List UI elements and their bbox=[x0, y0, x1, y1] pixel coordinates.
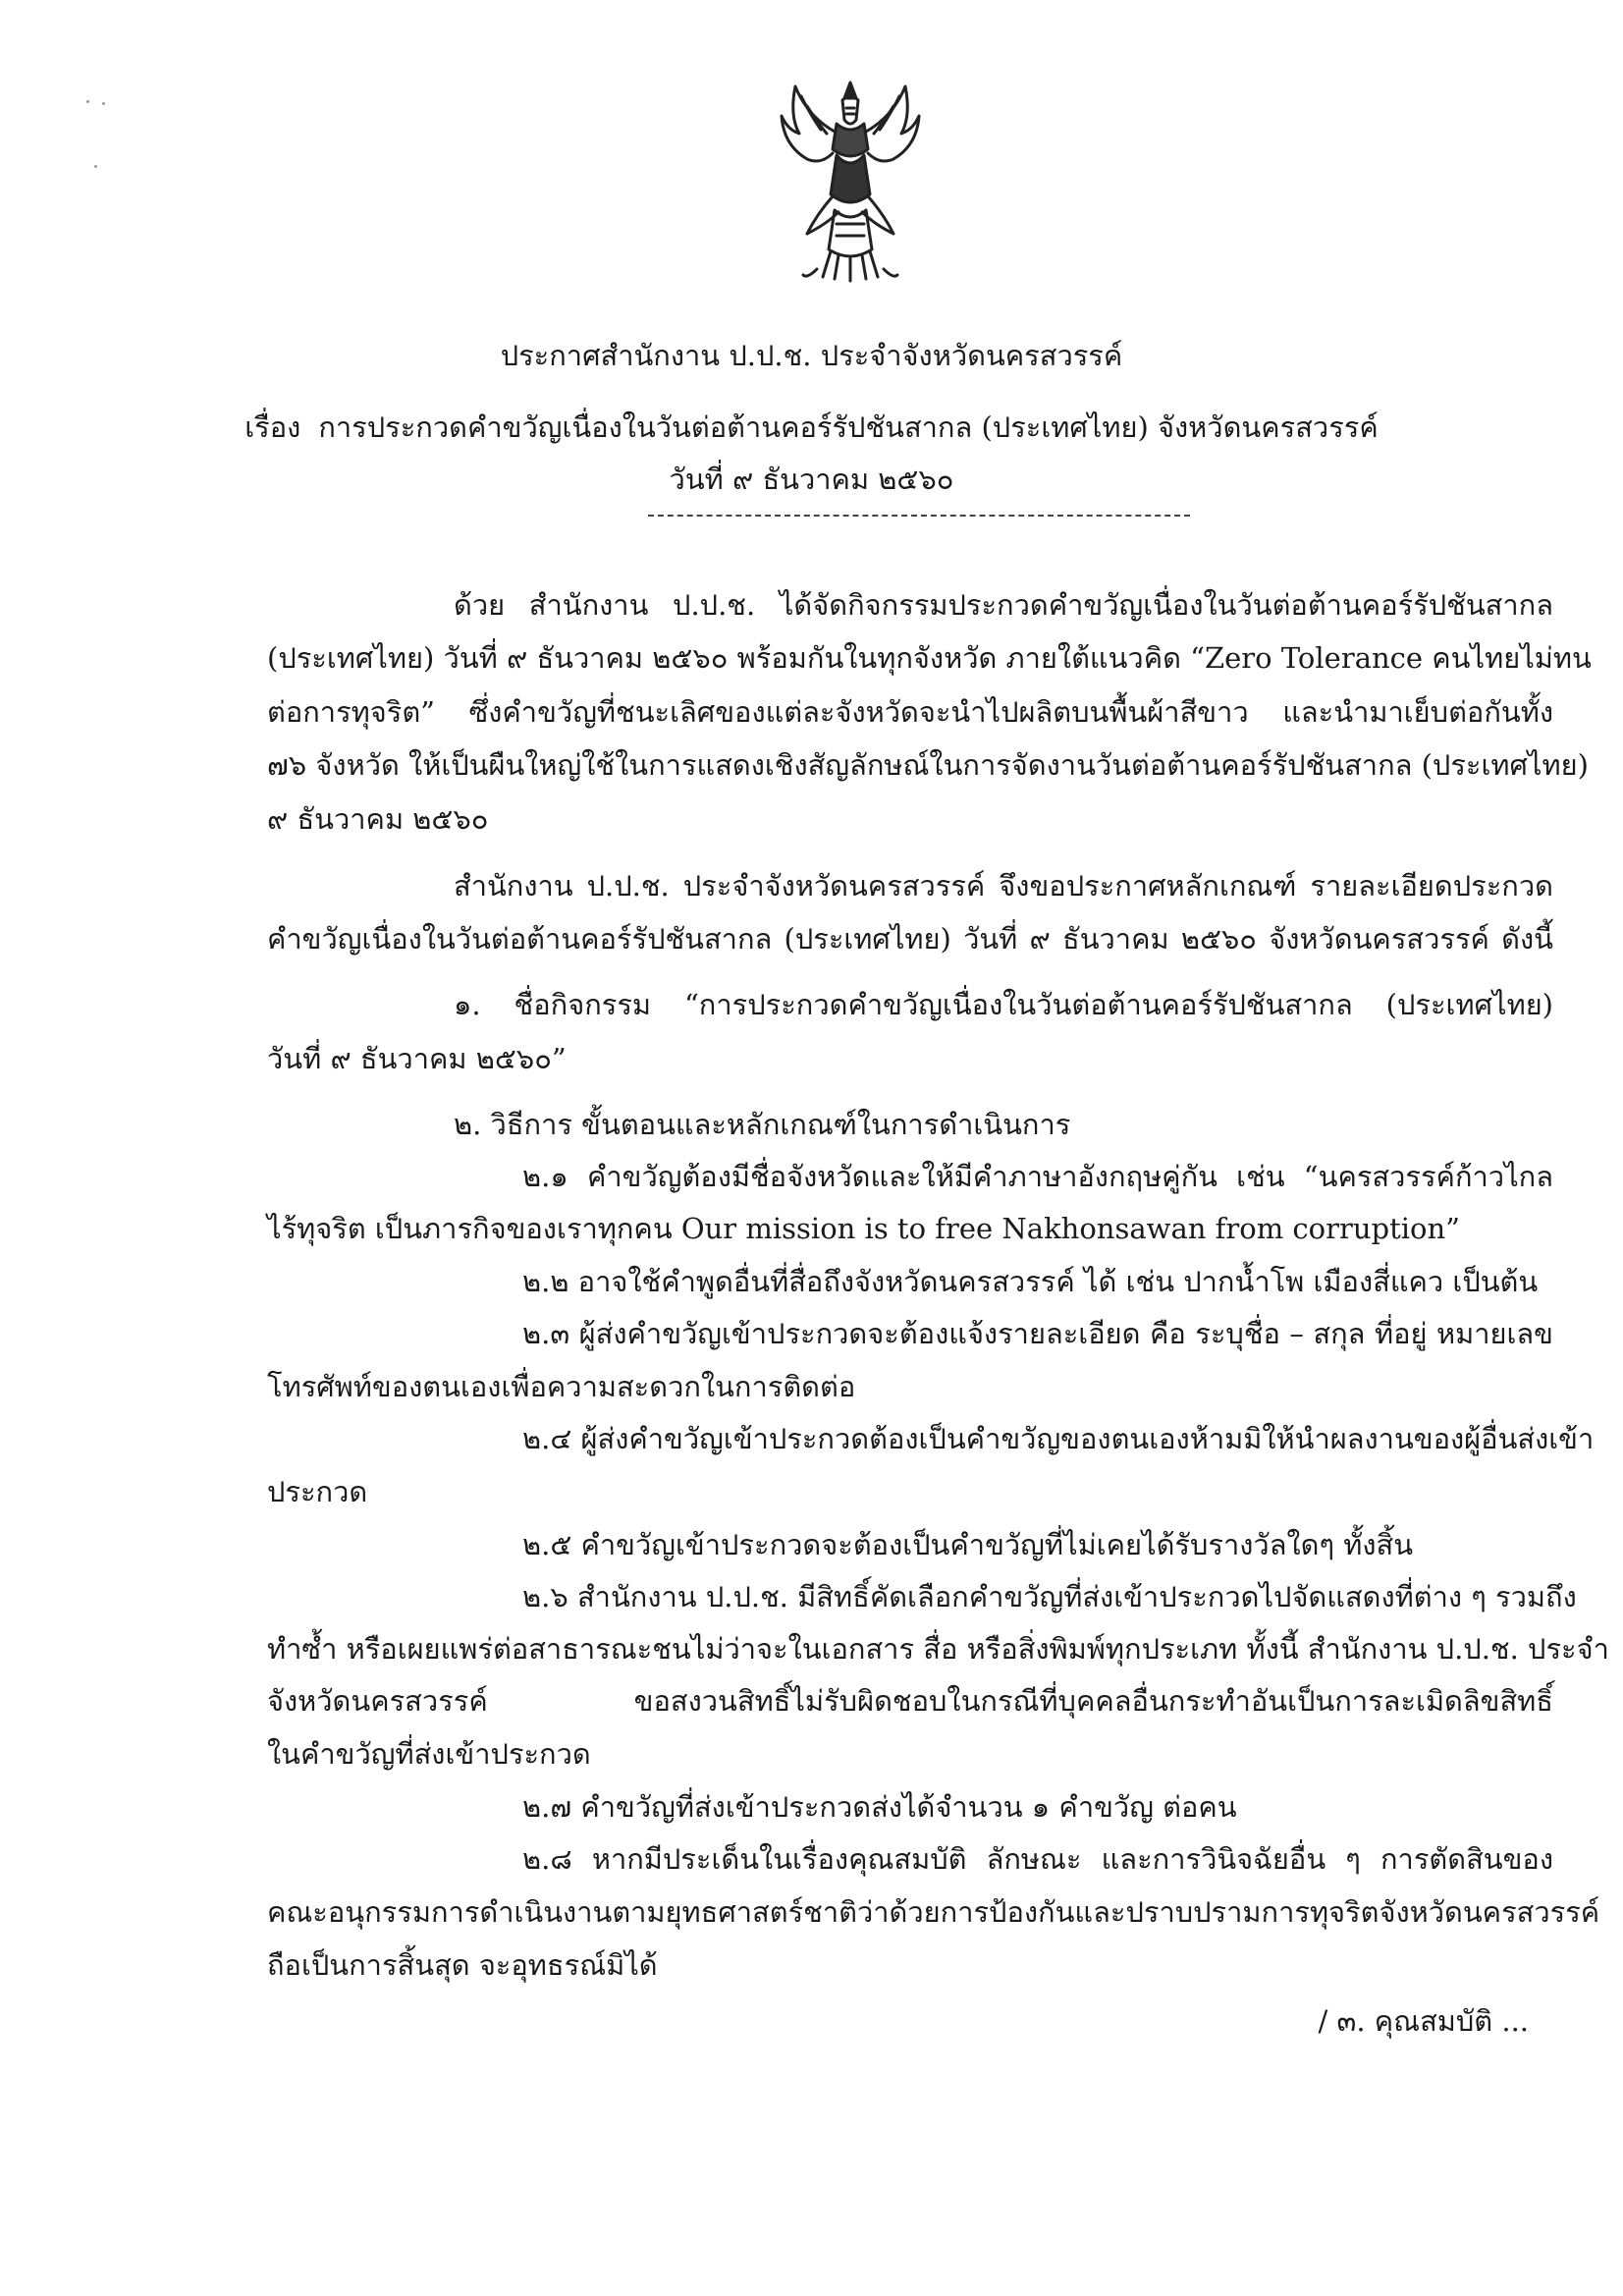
scan-speck bbox=[102, 102, 105, 105]
body-line: ทำซ้ำ หรือเผยแพร่ต่อสาธารณะชนไม่ว่าจะในเอกสาร สื่อ หรือสิ่งพิมพ์ทุกประเภท ทั้งนี้ สำนักงาน ป.ป.ช. ประจำ bbox=[267, 1632, 1609, 1666]
scan-speck bbox=[86, 100, 89, 103]
scan-speck bbox=[94, 165, 97, 168]
clause-2-5: ๒.๕ คำขวัญเข้าประกวดจะต้องเป็นคำขวัญที่ไม่เคยได้รับรางวัลใดๆ ทั้งสิ้น bbox=[522, 1528, 1414, 1561]
clause-2-6: ๒.๖ สำนักงาน ป.ป.ช. มีสิทธิ์คัดเลือกคำขวัญที่ส่งเข้าประกวดไปจัดแสดงที่ต่าง ๆ รวมถึง bbox=[522, 1580, 1577, 1613]
body-line: ประกวด bbox=[267, 1475, 368, 1508]
clause-2-7: ๒.๗ คำขวัญที่ส่งเข้าประกวดส่งได้จำนวน ๑ คำขวัญ ต่อคน bbox=[522, 1790, 1237, 1824]
body-line: สำนักงาน ป.ป.ช. ประจำจังหวัดนครสวรรค์ จึงขอประกาศหลักเกณฑ์ รายละเอียดประกวด bbox=[454, 869, 1553, 902]
continuation-note: / ๓. คุณสมบัติ ... bbox=[1318, 2004, 1529, 2038]
clause-2-1: ๒.๑ คำขวัญต้องมีชื่อจังหวัดและให้มีคำภาษาอังกฤษคู่กัน เช่น “นครสวรรค์ก้าวไกล bbox=[522, 1160, 1553, 1193]
subject-text: การประกวดคำขวัญเนื่องในวันต่อต้านคอร์รัปชันสากล (ประเทศไทย) จังหวัดนครสวรรค์ bbox=[318, 410, 1379, 444]
body-line: ด้วย สำนักงาน ป.ป.ช. ได้จัดกิจกรรมประกวดคำขวัญเนื่องในวันต่อต้านคอร์รัปชันสากล bbox=[454, 588, 1553, 622]
body-line: (ประเทศไทย) วันที่ ๙ ธันวาคม ๒๕๖๐ พร้อมกันในทุกจังหวัด ภายใต้แนวคิด “Zero Tolerance คนไทยไม่ทน bbox=[267, 641, 1592, 675]
body-line: วันที่ ๙ ธันวาคม ๒๕๖๐” bbox=[267, 1042, 567, 1075]
body-line: ต่อการทุจริต” ซึ่งคำขวัญที่ชนะเลิศของแต่ละจังหวัดจะนำไปผลิตบนพื้นผ้าสีขาว และนำมาเย็บต่อกันทั้ง bbox=[267, 695, 1553, 729]
body-line: ๗๖ จังหวัด ให้เป็นผืนใหญ่ใช้ในการแสดงเชิงสัญลักษณ์ในการจัดงานวันต่อต้านคอร์รัปชันสากล (ประเทศไทย) bbox=[267, 748, 1589, 782]
clause-2-2: ๒.๒ อาจใช้คำพูดอื่นที่สื่อถึงจังหวัดนครสวรรค์ ได้ เช่น ปากน้ำโพ เมืองสี่แคว เป็นต้น bbox=[522, 1265, 1539, 1298]
section-1-heading: ๑. ชื่อกิจกรรม “การประกวดคำขวัญเนื่องในวันต่อต้านคอร์รัปชันสากล (ประเทศไทย) bbox=[454, 988, 1553, 1021]
body-line: จังหวัดนครสวรรค์ ขอสงวนสิทธิ์ไม่รับผิดชอบในกรณีที่บุคคลอื่นกระทำอันเป็นการละเมิดลิขสิทธิ์ bbox=[267, 1684, 1553, 1718]
body-line: ถือเป็นการสิ้นสุด จะอุทธรณ์มิได้ bbox=[267, 1948, 658, 1982]
header-divider bbox=[648, 515, 1190, 517]
body-line: ๙ ธันวาคม ๒๕๖๐ bbox=[267, 802, 489, 836]
body-line: ไร้ทุจริต เป็นภารกิจของเราทุกคน Our mission is to free Nakhonsawan from corruption” bbox=[267, 1212, 1460, 1245]
clause-2-8: ๒.๘ หากมีประเด็นในเรื่องคุณสมบัติ ลักษณะ และการวินิจฉัยอื่น ๆ การตัดสินของ bbox=[522, 1842, 1553, 1876]
subject-label: เรื่อง bbox=[244, 410, 301, 444]
clause-2-4: ๒.๔ ผู้ส่งคำขวัญเข้าประกวดต้องเป็นคำขวัญของตนเองห้ามมิให้นำผลงานของผู้อื่นส่งเข้า bbox=[522, 1422, 1595, 1455]
announcement-title: ประกาศสำนักงาน ป.ป.ช. ประจำจังหวัดนครสวรรค์ bbox=[500, 339, 1123, 372]
section-2-heading: ๒. วิธีการ ขั้นตอนและหลักเกณฑ์ในการดำเนินการ bbox=[454, 1108, 1071, 1141]
body-line: คำขวัญเนื่องในวันต่อต้านคอร์รัปชันสากล (ประเทศไทย) วันที่ ๙ ธันวาคม ๒๕๖๐ จังหวัดนครสวรรค์ ดังนี้ bbox=[267, 922, 1553, 956]
announcement-date: วันที่ ๙ ธันวาคม ๒๕๖๐ bbox=[669, 463, 954, 496]
announcement-subject bbox=[0, 410, 1623, 445]
body-line: โทรศัพท์ของตนเองเพื่อความสะดวกในการติดต่อ bbox=[267, 1370, 856, 1403]
body-line: คณะอนุกรรมการดำเนินงานตามยุทธศาสตร์ชาติว่าด้วยการป้องกันและปราบปรามการทุจริตจังหวัดนครสวรรค์ bbox=[267, 1895, 1600, 1929]
clause-2-3: ๒.๓ ผู้ส่งคำขวัญเข้าประกวดจะต้องแจ้งรายละเอียด คือ ระบุชื่อ – สกุล ที่อยู่ หมายเลข bbox=[522, 1317, 1553, 1350]
garuda-emblem bbox=[778, 77, 923, 285]
body-line: ในคำขวัญที่ส่งเข้าประกวด bbox=[267, 1737, 591, 1771]
